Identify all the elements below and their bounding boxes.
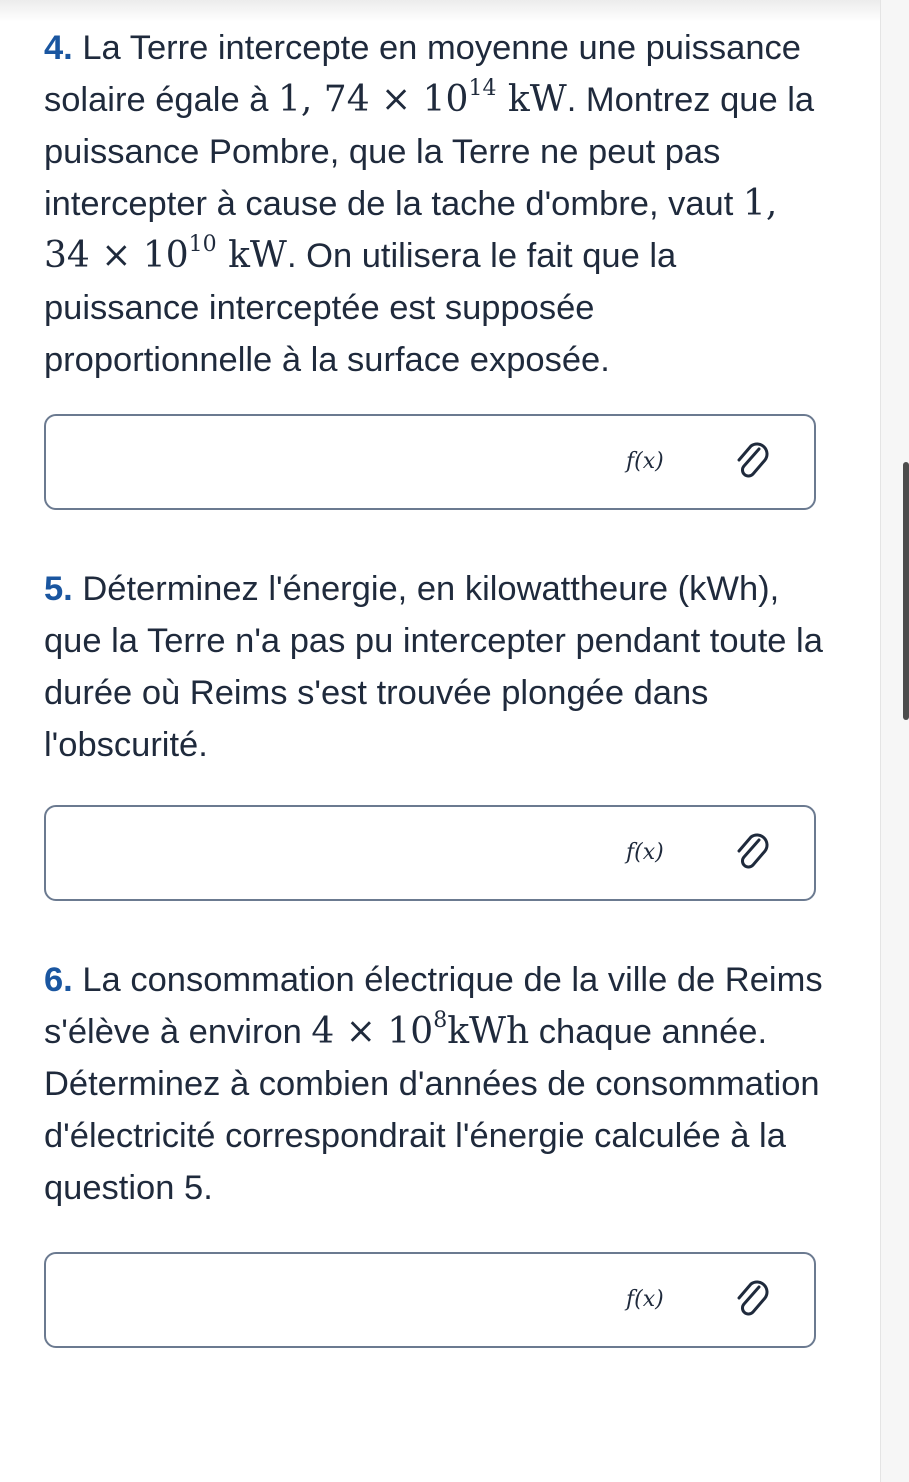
function-icon[interactable] bbox=[626, 840, 664, 865]
math-mantissa: 1, 34 × 10 bbox=[44, 183, 778, 276]
paperclip-icon[interactable] bbox=[732, 831, 772, 875]
question-6-number: 6. bbox=[44, 961, 73, 999]
question-6-text-1: La consommation électrique de la ville de Reims s'élève à environ bbox=[44, 961, 823, 1051]
question-5-number: 5. bbox=[44, 570, 73, 608]
answer-box-6[interactable] bbox=[44, 1252, 816, 1348]
exercise-content bbox=[44, 22, 824, 1348]
answer-box-4[interactable] bbox=[44, 414, 816, 510]
question-4-number: 4. bbox=[44, 29, 73, 67]
question-6 bbox=[44, 954, 824, 1214]
question-5 bbox=[44, 563, 824, 771]
math-unit: kWh bbox=[447, 1011, 530, 1052]
question-4-text-3: . On utilisera le fait que la puissance interceptée est supposée proportionnelle à la surface exposée. bbox=[44, 237, 677, 379]
function-icon[interactable] bbox=[626, 1287, 664, 1312]
fx-label: f(x) bbox=[626, 449, 664, 474]
scroll-track[interactable] bbox=[880, 0, 909, 1482]
math-exponent: 8 bbox=[433, 1008, 448, 1033]
math-unit: kW bbox=[496, 79, 567, 120]
answer-box-5[interactable] bbox=[44, 805, 816, 901]
question-4 bbox=[44, 22, 824, 386]
math-unit: kW bbox=[216, 235, 287, 276]
question-5-text-1: Déterminez l'énergie, en kilowattheure (kWh), que la Terre n'a pas pu intercepter pendant toute la durée où Reims s'est trouvée plongée dans l'obscurité. bbox=[44, 570, 823, 764]
math-mantissa: 1, 74 × 10 bbox=[278, 79, 469, 120]
fx-label: f(x) bbox=[626, 1287, 664, 1312]
question-6-text-2: chaque année. Déterminez à combien d'années de consommation d'électricité correspondrait l'énergie calculée à la question 5. bbox=[44, 1013, 820, 1207]
paperclip-icon[interactable] bbox=[732, 1278, 772, 1322]
question-4-text-1: La Terre intercepte en moyenne une puissance solaire égale à bbox=[44, 29, 801, 119]
math-exponent: 10 bbox=[188, 232, 217, 257]
question-4-math-solar-power bbox=[278, 76, 567, 120]
question-6-math-consumption bbox=[311, 1008, 530, 1052]
math-exponent: 14 bbox=[468, 76, 497, 101]
top-fade bbox=[0, 0, 880, 22]
scrollbar-thumb[interactable] bbox=[903, 462, 909, 720]
fx-label: f(x) bbox=[626, 840, 664, 865]
question-4-text-2: . Montrez que la puissance Pombre, que la Terre ne peut pas intercepter à cause de la tache d'ombre, vaut bbox=[44, 81, 815, 223]
math-mantissa: 4 × 10 bbox=[311, 1011, 434, 1052]
paperclip-icon[interactable] bbox=[732, 440, 772, 484]
function-icon[interactable] bbox=[626, 449, 664, 474]
